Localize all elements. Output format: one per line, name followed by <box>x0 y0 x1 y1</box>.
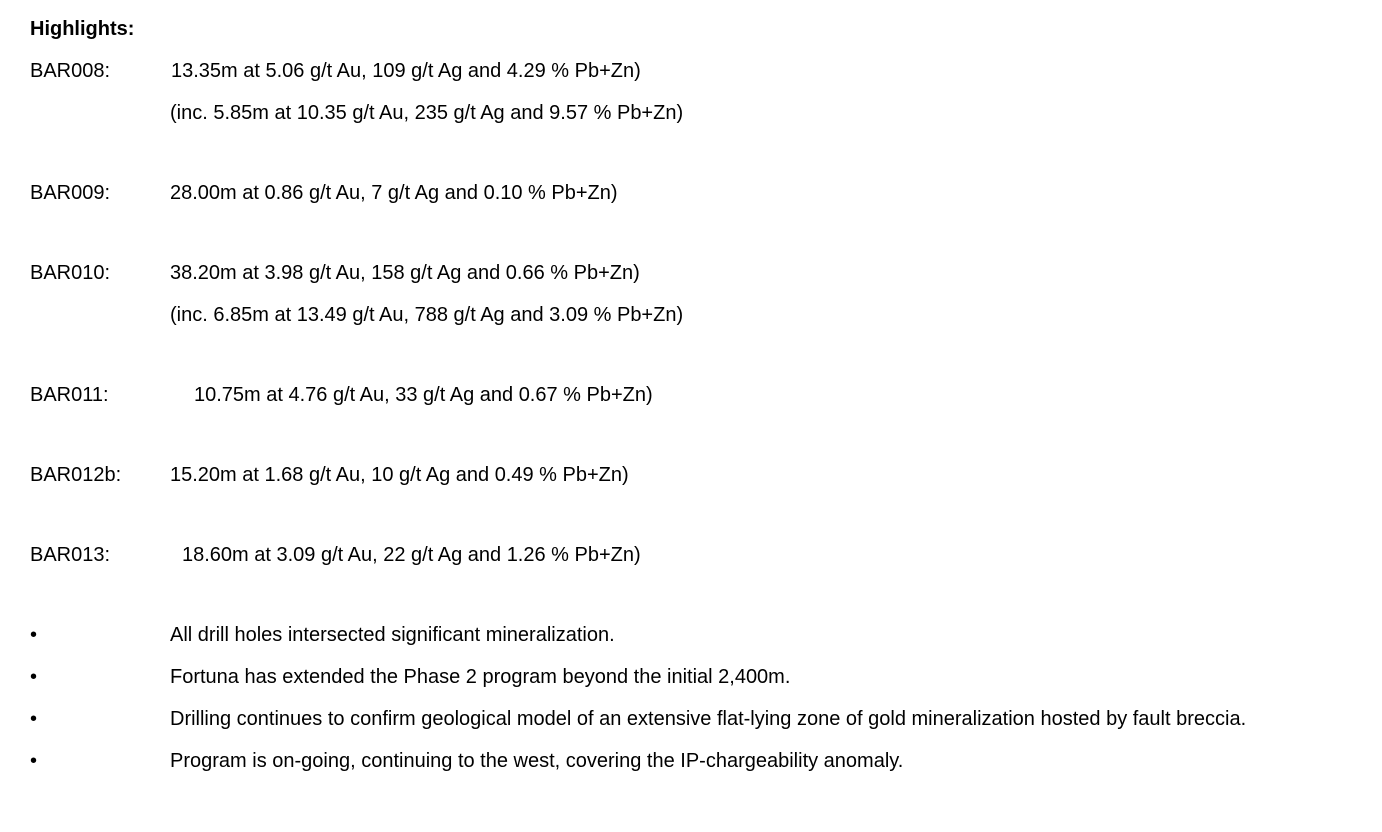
hole-label: BAR009: <box>30 182 111 204</box>
hole-label: BAR012b: <box>30 464 122 486</box>
hole-label: BAR013: <box>30 544 111 566</box>
hole-result-line: 13.35m at 5.06 g/t Au, 109 g/t Ag and 4.29 % Pb+Zn) <box>171 60 641 82</box>
hole-result-subline: (inc. 5.85m at 10.35 g/t Au, 235 g/t Ag and 9.57 % Pb+Zn) <box>170 102 684 124</box>
hole-label: BAR008: <box>30 60 111 82</box>
bullet-marker: • <box>30 666 38 688</box>
hole-result-line: 38.20m at 3.98 g/t Au, 158 g/t Ag and 0.66 % Pb+Zn) <box>170 262 640 284</box>
bullet-text: All drill holes intersected significant mineralization. <box>170 624 615 646</box>
hole-result-line: 15.20m at 1.68 g/t Au, 10 g/t Ag and 0.49 % Pb+Zn) <box>170 464 629 486</box>
hole-result-subline: (inc. 6.85m at 13.49 g/t Au, 788 g/t Ag and 3.09 % Pb+Zn) <box>170 304 684 326</box>
hole-result-line: 10.75m at 4.76 g/t Au, 33 g/t Ag and 0.67 % Pb+Zn) <box>194 384 653 406</box>
bullet-marker: • <box>30 708 38 730</box>
hole-label: BAR010: <box>30 262 111 284</box>
bullet-text: Drilling continues to confirm geological model of an extensive flat-lying zone of gold mineralization hosted by fault breccia. <box>170 708 1247 730</box>
hole-label: BAR011: <box>30 384 109 406</box>
hole-result-line: 28.00m at 0.86 g/t Au, 7 g/t Ag and 0.10 % Pb+Zn) <box>170 182 618 204</box>
highlights-heading: Highlights: <box>30 18 135 40</box>
hole-result-line: 18.60m at 3.09 g/t Au, 22 g/t Ag and 1.26 % Pb+Zn) <box>182 544 641 566</box>
bullet-text: Fortuna has extended the Phase 2 program beyond the initial 2,400m. <box>170 666 791 688</box>
bullet-marker: • <box>30 750 38 772</box>
bullet-text: Program is on-going, continuing to the west, covering the IP-chargeability anomaly. <box>170 750 904 772</box>
bullet-marker: • <box>30 624 38 646</box>
